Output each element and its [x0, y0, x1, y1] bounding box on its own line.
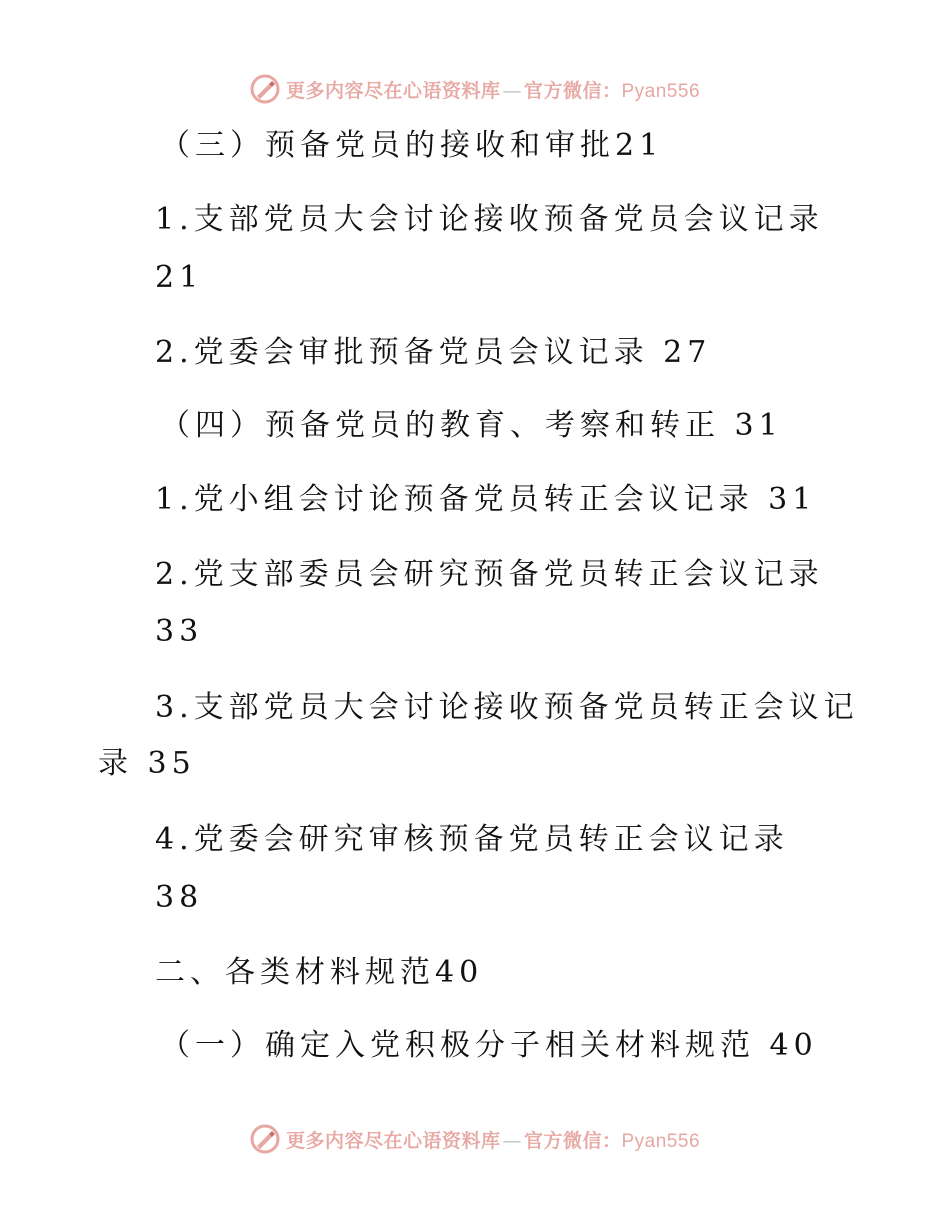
toc-entry-4-4-page: 38	[155, 880, 204, 915]
toc-section-two: 二、各类材料规范40	[155, 955, 484, 990]
toc-entry-1-page: 21	[155, 260, 204, 295]
footer-watermark	[0, 1122, 950, 1156]
toc-entry-1: 1.支部党员大会讨论接收预备党员会议记录	[155, 202, 824, 237]
toc-heading-three: （三）预备党员的接收和审批21	[160, 128, 664, 163]
toc-heading-one: （一）确定入党积极分子相关材料规范 40	[160, 1028, 818, 1063]
watermark-text: 更多内容尽在心语资料库 — 官方微信：Pyan556	[285, 1129, 701, 1152]
toc-entry-4-3-cont: 录 35	[98, 746, 196, 781]
toc-entry-2: 2.党委会审批预备党员会议记录 27	[155, 335, 712, 370]
header-watermark	[0, 72, 950, 106]
watermark-text: 更多内容尽在心语资料库 — 官方微信：Pyan556	[285, 79, 701, 102]
toc-heading-four: （四）预备党员的教育、考察和转正 31	[160, 408, 783, 443]
toc-entry-4-4: 4.党委会研究审核预备党员转正会议记录	[155, 822, 789, 857]
toc-entry-4-1: 1.党小组会讨论预备党员转正会议记录 31	[155, 482, 817, 517]
toc-entry-4-3: 3.支部党员大会讨论接收预备党员转正会议记	[155, 690, 859, 725]
toc-entry-4-2-page: 33	[155, 614, 204, 649]
pen-logo-icon	[250, 74, 280, 104]
toc-entry-4-2: 2.党支部委员会研究预备党员转正会议记录	[155, 557, 824, 592]
pen-logo-icon	[250, 1124, 280, 1154]
